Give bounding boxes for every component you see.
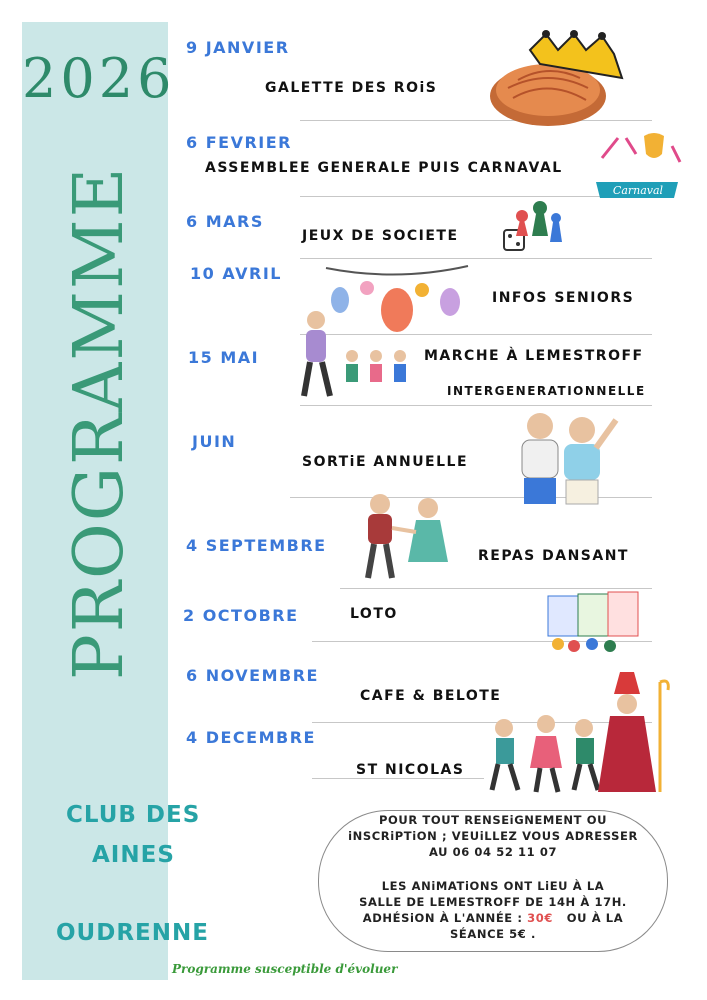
seniors-couple-icon <box>504 406 620 510</box>
board-game-icon <box>500 196 564 256</box>
event-title: GALETTE DES ROiS <box>265 80 438 96</box>
event-date: 2 OCTOBRE <box>183 606 299 625</box>
club-name-line1: CLUB DES <box>66 802 201 828</box>
event-title: CAFE & BELOTE <box>360 688 502 704</box>
event-date: 4 DECEMBRE <box>186 728 316 747</box>
event-date: 9 JANVIER <box>186 38 290 57</box>
carnival-label: Carnaval <box>612 184 664 197</box>
event-date: 10 AVRIL <box>190 264 282 283</box>
carnival-icon <box>592 128 684 208</box>
event-title: ASSEMBLEE GENERALE PUIS CARNAVAL <box>205 160 563 176</box>
fee-amount: 30€ <box>527 911 553 925</box>
event-date: 6 MARS <box>186 212 264 231</box>
saint-nicolas-icon <box>484 668 680 800</box>
walking-people-icon <box>296 306 414 404</box>
club-name-line3: OUDRENNE <box>56 920 209 946</box>
event-title: REPAS DANSANT <box>478 548 629 564</box>
contact-phone: AU 06 04 52 11 07 <box>428 845 558 859</box>
dancing-couple-icon <box>356 488 454 586</box>
event-date: 4 SEPTEMBRE <box>186 536 327 555</box>
event-date: JUIN <box>192 432 237 451</box>
event-title: LOTO <box>350 606 398 622</box>
venue-line-1: LES ANiMATiONS ONT LiEU À LA <box>381 879 605 893</box>
event-title: JEUX DE SOCIETE <box>302 228 459 244</box>
event-title: ST NICOLAS <box>356 762 465 778</box>
divider <box>340 588 652 589</box>
event-title: INFOS SENIORS <box>492 290 635 306</box>
fee-line-2: SÉANCE 5€ . <box>450 927 536 941</box>
contact-line-2: iNSCRiPTiON ; VEUiLLEZ VOUS ADRESSER <box>348 829 638 843</box>
club-name-line2: AINES <box>92 842 175 868</box>
bingo-cards-icon <box>544 590 644 654</box>
divider <box>312 778 484 779</box>
event-date: 6 NOVEMBRE <box>186 666 319 685</box>
venue-line-2: SALLE DE LEMESTROFF DE 14H À 17H. <box>359 895 627 909</box>
event-title: MARCHE À LEMESTROFF <box>424 348 644 364</box>
event-date: 6 FEVRIER <box>186 133 292 152</box>
galette-icon <box>488 28 628 128</box>
event-subtitle: INTERGENERATIONNELLE <box>447 384 646 398</box>
fee-prefix: ADHÉSiON À L'ANNÉE : <box>362 911 523 925</box>
programme-vertical-title: PROGRAMME <box>60 165 139 680</box>
fee-line <box>318 910 668 926</box>
contact-line-1: POUR TOUT RENSEiGNEMENT OU <box>378 813 608 827</box>
year-heading: 2026 <box>22 47 176 110</box>
event-date: 15 MAI <box>188 348 260 367</box>
event-title: SORTiE ANNUELLE <box>302 454 469 470</box>
footer-note: Programme susceptible d'évoluer <box>172 962 398 976</box>
fee-suffix: OU À LA <box>566 911 624 925</box>
